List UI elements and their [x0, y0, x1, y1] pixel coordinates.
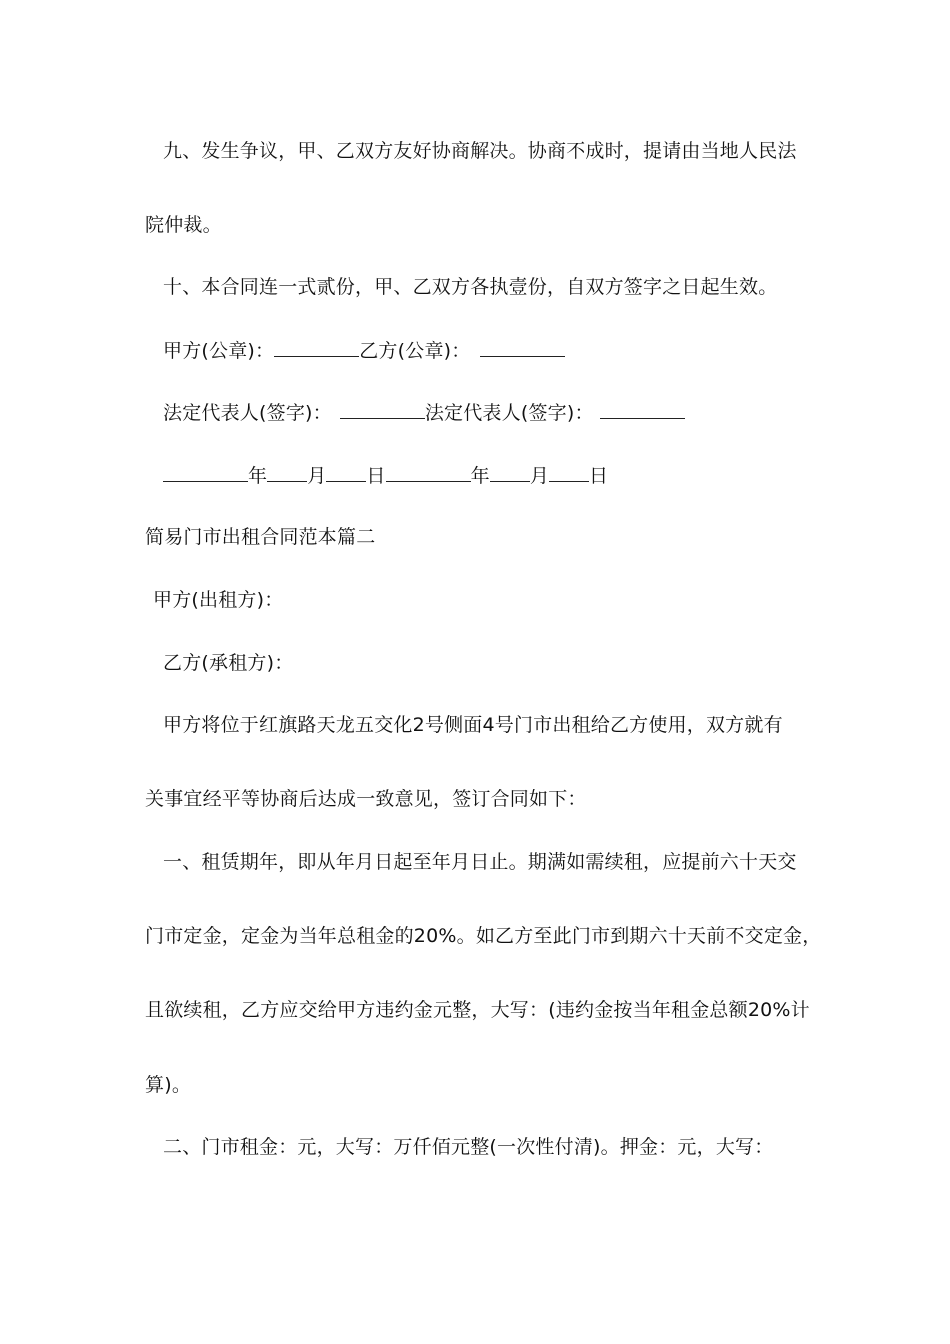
- party-b-lessee: 乙方(承租方)：: [163, 652, 294, 674]
- clause-one-line4: 算)。: [145, 1074, 192, 1096]
- month-blank-a: [267, 463, 307, 482]
- party-a-rep-label: 法定代表人(签字)：: [163, 402, 332, 424]
- intro-line2: 关事宜经平等协商后达成一致意见，签订合同如下：: [145, 788, 587, 810]
- representative-line: [163, 400, 685, 426]
- section-title: 简易门市出租合同范本篇二: [145, 526, 376, 548]
- year-label-a: 年: [248, 465, 268, 487]
- year-blank-b: [386, 463, 471, 482]
- clause-nine-line2: 院仲裁。: [145, 214, 222, 236]
- clause-one-line3: 且欲续租，乙方应交给甲方违约金元整，大写：(违约金按当年租金总额20%计: [145, 999, 810, 1021]
- clause-one-line2: 门市定金，定金为当年总租金的20%。如乙方至此门市到期六十天前不交定金，: [145, 925, 822, 947]
- day-blank-b: [549, 463, 589, 482]
- clause-two-line1: 二、门市租金：元，大写：万仟佰元整(一次性付清)。押金：元，大写：: [163, 1136, 774, 1158]
- seal-line: [163, 338, 565, 364]
- year-label-b: 年: [470, 465, 490, 487]
- day-label-a: 日: [366, 465, 386, 487]
- year-blank-a: [163, 463, 248, 482]
- intro-line1: 甲方将位于红旗路天龙五交化2号侧面4号门市出租给乙方使用，双方就有: [163, 714, 783, 736]
- party-a-seal-blank: [274, 338, 359, 357]
- month-label-a: 月: [307, 465, 327, 487]
- clause-nine-line1: 九、发生争议，甲、乙双方友好协商解决。协商不成时，提请由当地人民法: [163, 140, 797, 162]
- clause-one-line1: 一、租赁期年，即从年月日起至年月日止。期满如需续租，应提前六十天交: [163, 851, 797, 873]
- party-b-rep-blank: [600, 400, 685, 419]
- party-b-rep-label: 法定代表人(签字)：: [424, 402, 594, 424]
- clause-ten: 十、本合同连一式贰份，甲、乙双方各执壹份，自双方签字之日起生效。: [163, 276, 778, 298]
- party-a-rep-blank: [340, 400, 425, 419]
- party-a-seal-label: 甲方(公章)：: [163, 340, 275, 362]
- party-b-seal-label: 乙方(公章)：: [359, 340, 471, 362]
- party-b-seal-blank: [480, 338, 565, 357]
- date-line: [163, 463, 608, 489]
- month-blank-b: [490, 463, 530, 482]
- party-a-lessor: 甲方(出租方)：: [153, 589, 284, 611]
- month-label-b: 月: [529, 465, 550, 487]
- day-label-b: 日: [589, 465, 609, 487]
- day-blank-a: [326, 463, 366, 482]
